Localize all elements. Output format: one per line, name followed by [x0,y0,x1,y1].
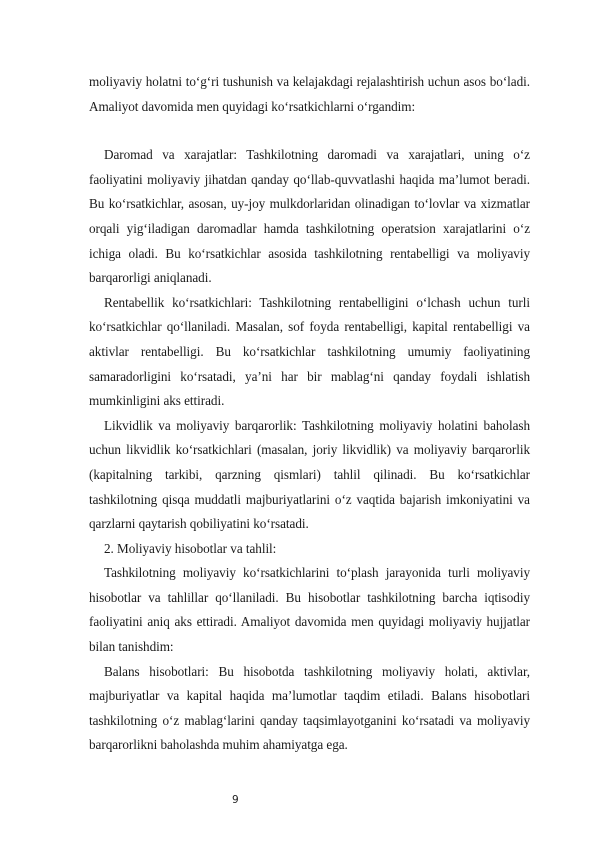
paragraph-income-expenses: Daromad va xarajatlar: Tashkilotning daromadi va xarajatlari, uning o‘z faoliyatini moliyaviy jihatdan qanday qo‘llab-quvvatlashi haqida ma’lumot beradi. Bu ko‘rsatkichlar, asosan, uy-joy mulkdorlaridan olinadigan to‘lovlar va xizmatlar orqali yig‘iladigan daromadlar hamda tashkilotning operatsion xarajatlarini o‘z ichiga oladi. Bu ko‘rsatkichlar asosida tashkilotning rentabelligi va moliyaviy barqarorligi aniqlanadi. [89,147,530,286]
paragraph-financial-reports: Tashkilotning moliyaviy ko‘rsatkichlarini to‘plash jarayonida turli moliyaviy hisobotlar va tahlillar qo‘llaniladi. Bu hisobotlar tashkilotning barcha iqtisodiy faoliyatini aniq aks ettiradi. Amaliyot davomida men quyidagi moliyaviy hujjatlar bilan tanishdim: [89,565,530,655]
paragraph-profitability: Rentabellik ko‘rsatkichlari: Tashkilotning rentabelligini o‘lchash uchun turli ko‘rsatkichlar qo‘llaniladi. Masalan, sof foyda rentabelligi, kapital rentabelligi va aktivlar rentabelligi. Bu ko‘rsatkichlar tashkilotning umumiy faoliyatining samaradorligini ko‘rsatadi, ya’ni har bir mablag‘ni qanday foydali ishlatish mumkinligini aks ettiradi. [89,294,530,409]
paragraph-spacer [89,119,530,143]
page-number: 9 [232,794,239,806]
paragraph-liquidity: Likvidlik va moliyaviy barqarorlik: Tashkilotning moliyaviy holatini baholash uchun likvidlik ko‘rsatkichlari (masalan, joriy likvidlik) va moliyaviy barqarorlik (kapitalning tarkibi, qarzning qismlari) tahlil qilinadi. Bu ko‘rsatkichlar tashkilotning qisqa muddatli majburiyatlarini o‘z vaqtida bajarish imkoniyatini va qarzlarni qaytarish qobiliyatini ko‘rsatadi. [89,417,530,532]
section-heading: 2. Moliyaviy hisobotlar va tahlil: [104,540,277,556]
document-page [89,70,530,758]
paragraph-continuation: moliyaviy holatni to‘g‘ri tushunish va kelajakdagi rejalashtirish uchun asos bo‘ladi. Amaliyot davomida men quyidagi ko‘rsatkichlarni o‘rgandim: [89,74,530,114]
paragraph-balance-sheets: Balans hisobotlari: Bu hisobotda tashkilotning moliyaviy holati, aktivlar, majburiyatlar va kapital haqida ma’lumotlar taqdim etiladi. Balans hisobotlari tashkilotning o‘z mablag‘larini qanday taqsimlayotganini ko‘rsatadi va moliyaviy barqarorlikni baholashda muhim ahamiyatga ega. [89,663,530,753]
